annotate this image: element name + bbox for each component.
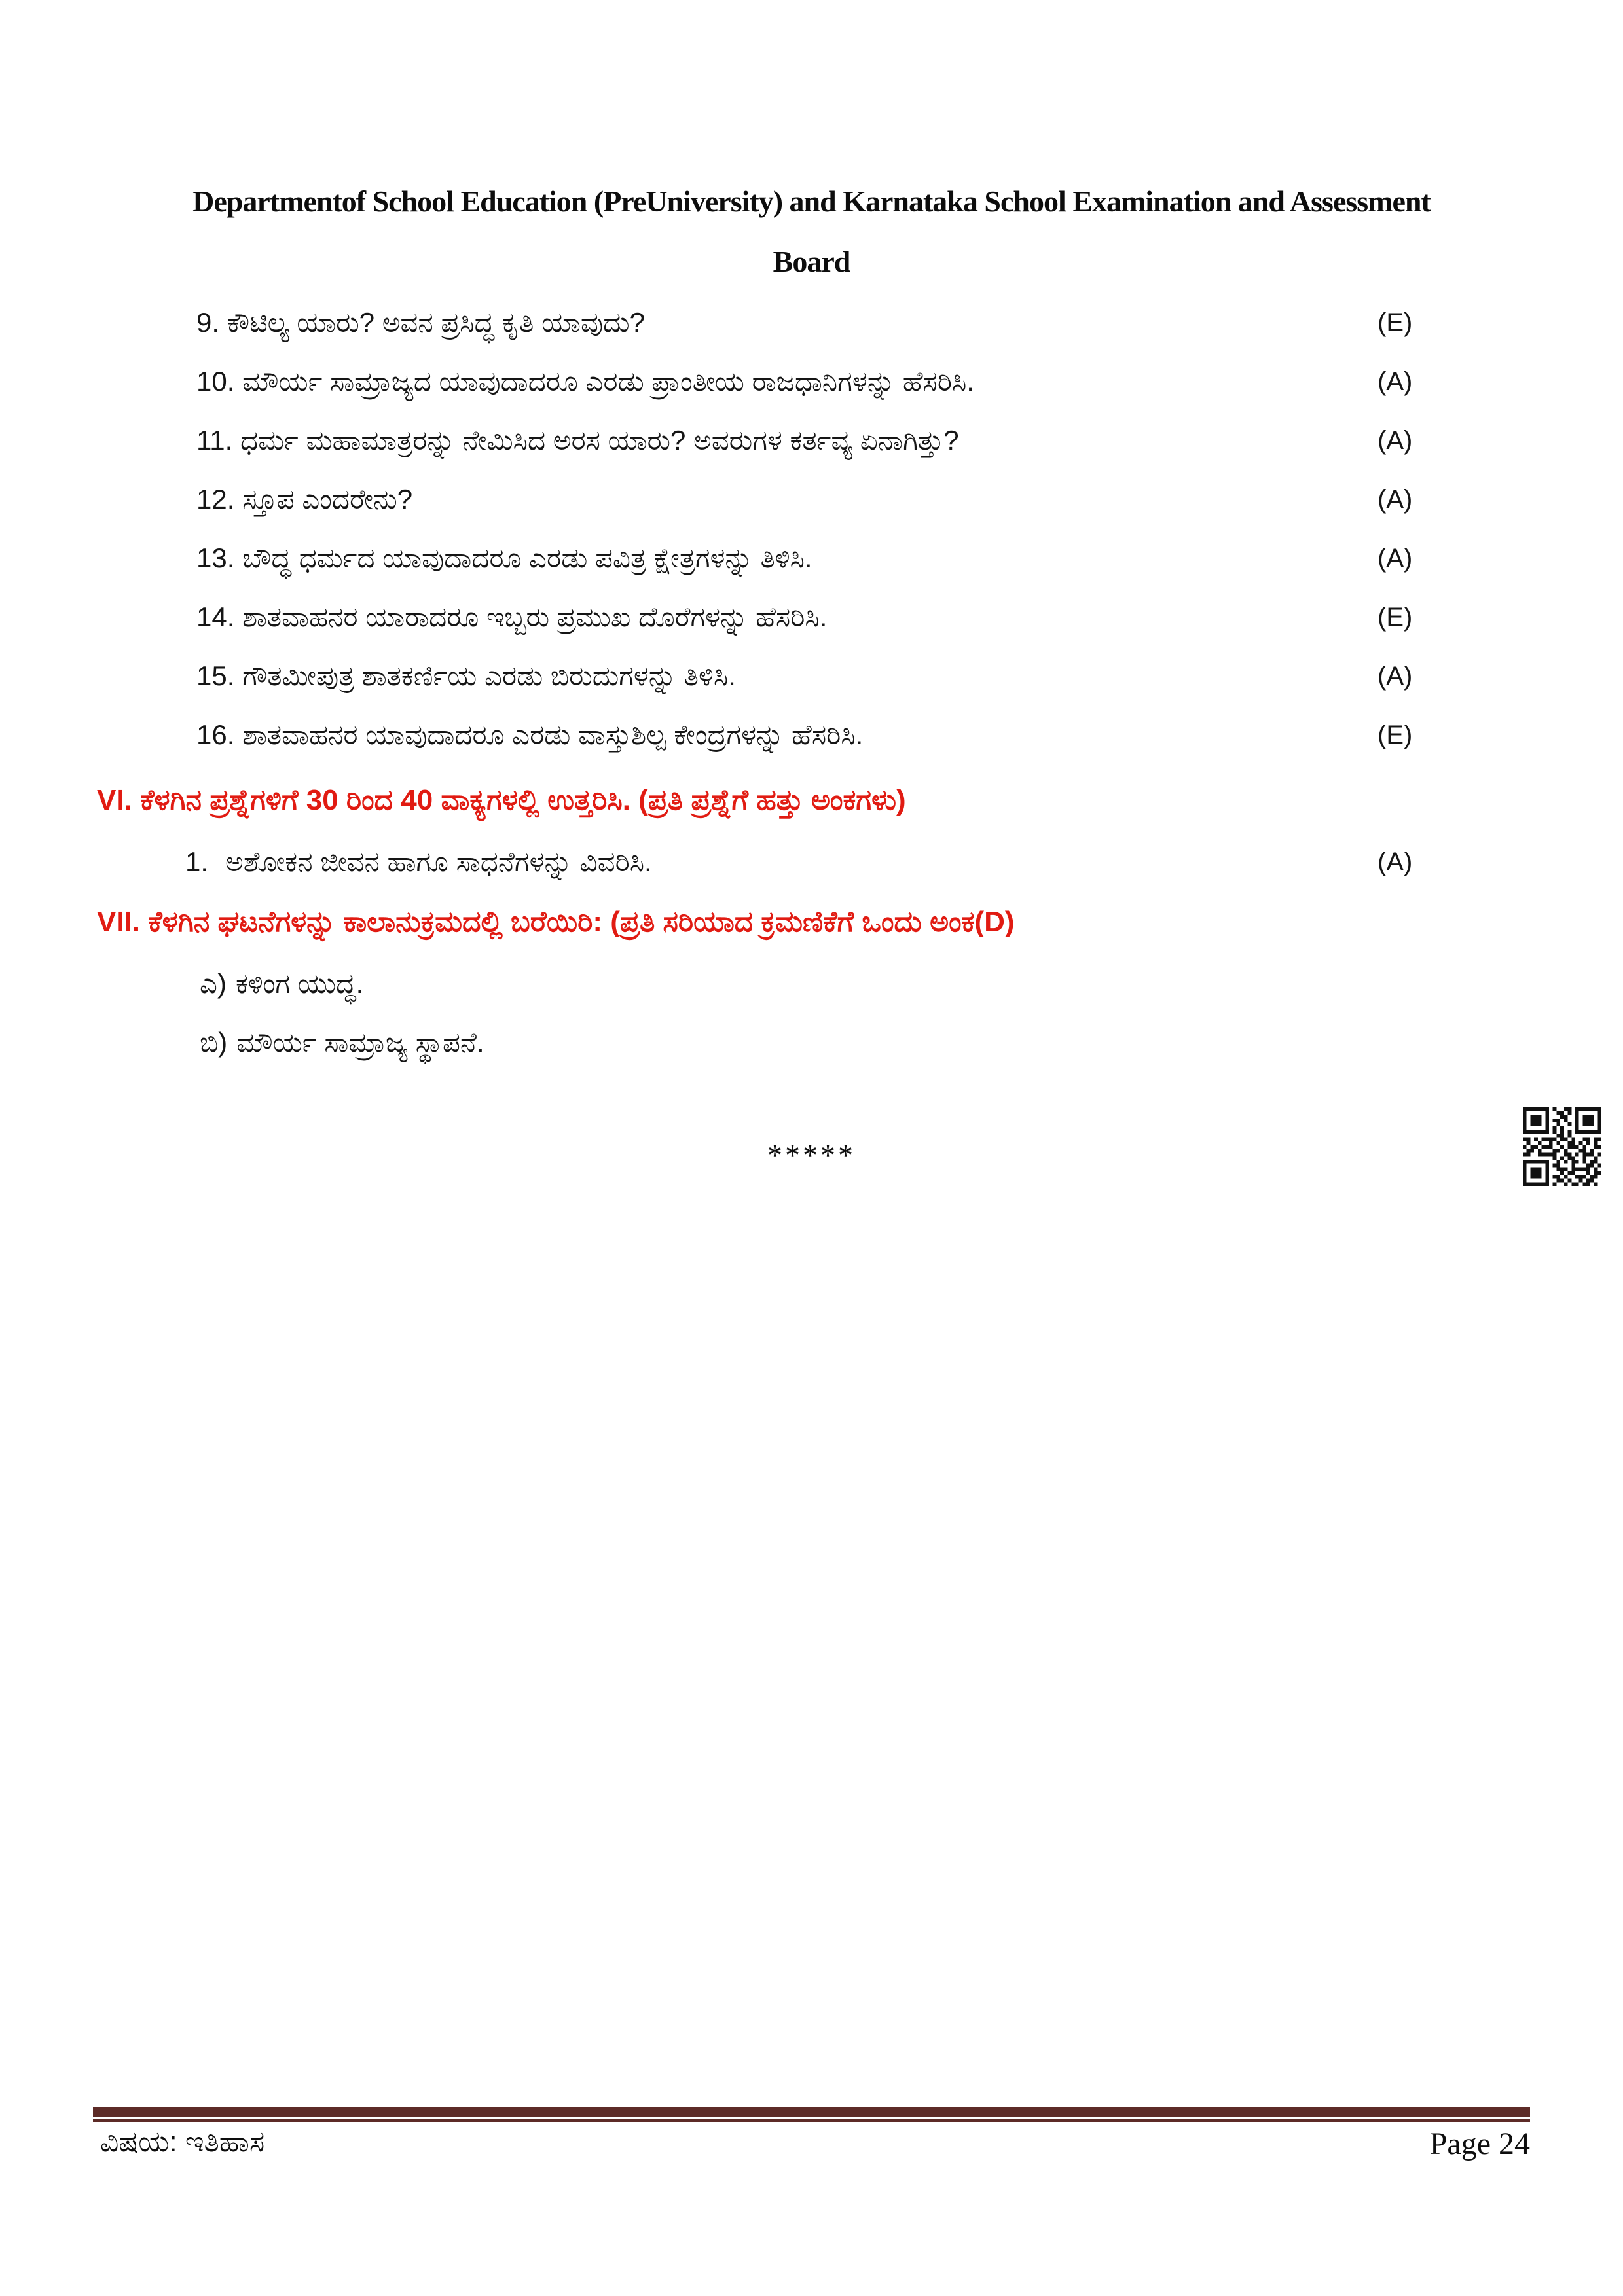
question-text: ಬೌದ್ಧ ಧರ್ಮದ ಯಾವುದಾದರೂ ಎರಡು ಪವಿತ್ರ ಕ್ಷೇತ್ರಗಳನ್ನು ತಿಳಿಸಿ. bbox=[242, 543, 812, 573]
question-text: ಗೌತಮೀಪುತ್ರ ಶಾತಕರ್ಣಿಯ ಎರಡು ಬಿರುದುಗಳನ್ನು ತಿಳಿಸಿ. bbox=[242, 660, 736, 691]
question-text: ಸ್ತೂಪ ಎಂದರೇನು? bbox=[242, 484, 413, 514]
question-text: ಕೌಟಿಲ್ಯ ಯಾರು? ಅವನ ಪ್ರಸಿದ್ಧ ಕೃತಿ ಯಾವುದು? bbox=[227, 307, 645, 338]
section-vi-heading: VI. ಕೆಳಗಿನ ಪ್ರಶ್ನೆಗಳಿಗೆ 30 ರಿಂದ 40 ವಾಕ್ಯಗಳಲ್ಲಿ ಉತ್ತರಿಸಿ. (ಪ್ರತಿ ಪ್ರಶ್ನೆಗೆ ಹತ್ತು ಅಂಕಗಳು) bbox=[97, 784, 906, 816]
header-line1: Departmentof School Education (PreUniversity) and Karnataka School Examination and Assessment bbox=[192, 185, 1431, 218]
section-vi-item-1 bbox=[0, 833, 1623, 891]
question-text: ಶಾತವಾಹನರ ಯಾವುದಾದರೂ ಎರಡು ವಾಸ್ತುಶಿಲ್ಪ ಕೇಂದ್ರಗಳನ್ನು ಹೆಸರಿಸಿ. bbox=[242, 719, 864, 750]
question-mark-badge: (A) bbox=[1377, 426, 1413, 455]
question-mark-badge: (A) bbox=[1377, 367, 1413, 396]
question-row-12 bbox=[0, 470, 1623, 529]
footer-divider-thick bbox=[93, 2107, 1530, 2117]
question-mark-badge: (A) bbox=[1377, 544, 1413, 573]
item-label: ಬಿ) bbox=[200, 1027, 228, 1058]
question-row-14 bbox=[0, 588, 1623, 647]
question-number: 16. bbox=[196, 719, 235, 750]
end-of-paper-stars: ***** bbox=[767, 1138, 856, 1172]
question-mark-badge: (A) bbox=[1377, 485, 1413, 514]
question-row-16 bbox=[0, 706, 1623, 764]
question-text: ಧರ್ಮ ಮಹಾಮಾತ್ರರನ್ನು ನೇಮಿಸಿದ ಅರಸ ಯಾರು? ಅವರುಗಳ ಕರ್ತವ್ಯ ಏನಾಗಿತ್ತು? bbox=[240, 425, 959, 456]
question-row-15 bbox=[0, 647, 1623, 706]
question-row-9 bbox=[0, 293, 1623, 352]
question-row-13 bbox=[0, 529, 1623, 588]
question-number: 10. bbox=[196, 366, 235, 397]
question-mark-badge: (E) bbox=[1377, 603, 1413, 632]
question-mark-badge: (E) bbox=[1377, 721, 1413, 749]
question-mark-badge: (E) bbox=[1377, 308, 1413, 337]
question-number: 13. bbox=[196, 543, 235, 573]
item-text: ಕಳಿಂಗ ಯುದ್ಧ. bbox=[235, 968, 364, 999]
question-number: 11. bbox=[196, 425, 233, 456]
item-number: 1. bbox=[185, 846, 209, 877]
question-number: 15. bbox=[196, 660, 235, 691]
question-text: ಮೌರ್ಯ ಸಾಮ್ರಾಜ್ಯದ ಯಾವುದಾದರೂ ಎರಡು ಪ್ರಾಂತೀಯ ರಾಜಧಾನಿಗಳನ್ನು ಹೆಸರಿಸಿ. bbox=[242, 366, 974, 397]
item-text: ಅಶೋಕನ ಜೀವನ ಹಾಗೂ ಸಾಧನೆಗಳನ್ನು ವಿವರಿಸಿ. bbox=[225, 846, 652, 877]
section-vii-heading: VII. ಕೆಳಗಿನ ಘಟನೆಗಳನ್ನು ಕಾಲಾನುಕ್ರಮದಲ್ಲಿ ಬರೆಯಿರಿ: (ಪ್ರತಿ ಸರಿಯಾದ ಕ್ರಮಣಿಕೆಗೆ ಒಂದು ಅಂಕ(D) bbox=[97, 906, 1015, 938]
question-row-11 bbox=[0, 411, 1623, 470]
section-vii-item-a bbox=[0, 954, 1623, 1013]
question-text: ಶಾತವಾಹನರ ಯಾರಾದರೂ ಇಬ್ಬರು ಪ್ರಮುಖ ದೊರೆಗಳನ್ನು ಹೆಸರಿಸಿ. bbox=[242, 601, 828, 632]
section-vii-item-b bbox=[0, 1013, 1623, 1072]
item-mark-badge: (A) bbox=[1377, 848, 1413, 876]
question-number: 12. bbox=[196, 484, 235, 514]
item-text: ಮೌರ್ಯ ಸಾಮ್ರಾಜ್ಯ ಸ್ಥಾಪನೆ. bbox=[236, 1027, 484, 1058]
item-label: ಎ) bbox=[200, 968, 227, 999]
document-header bbox=[0, 171, 1623, 292]
question-mark-badge: (A) bbox=[1377, 662, 1413, 691]
header-line2: Board bbox=[773, 245, 850, 278]
footer-subject-label: ವಿಷಯ: ಇತಿಹಾಸ bbox=[100, 2126, 265, 2158]
question-number: 14. bbox=[196, 601, 235, 632]
question-row-10 bbox=[0, 352, 1623, 411]
footer-page-number: Page 24 bbox=[1429, 2126, 1530, 2161]
qr-code bbox=[1523, 1107, 1601, 1186]
footer-divider-thin bbox=[93, 2119, 1530, 2122]
question-number: 9. bbox=[196, 307, 220, 338]
